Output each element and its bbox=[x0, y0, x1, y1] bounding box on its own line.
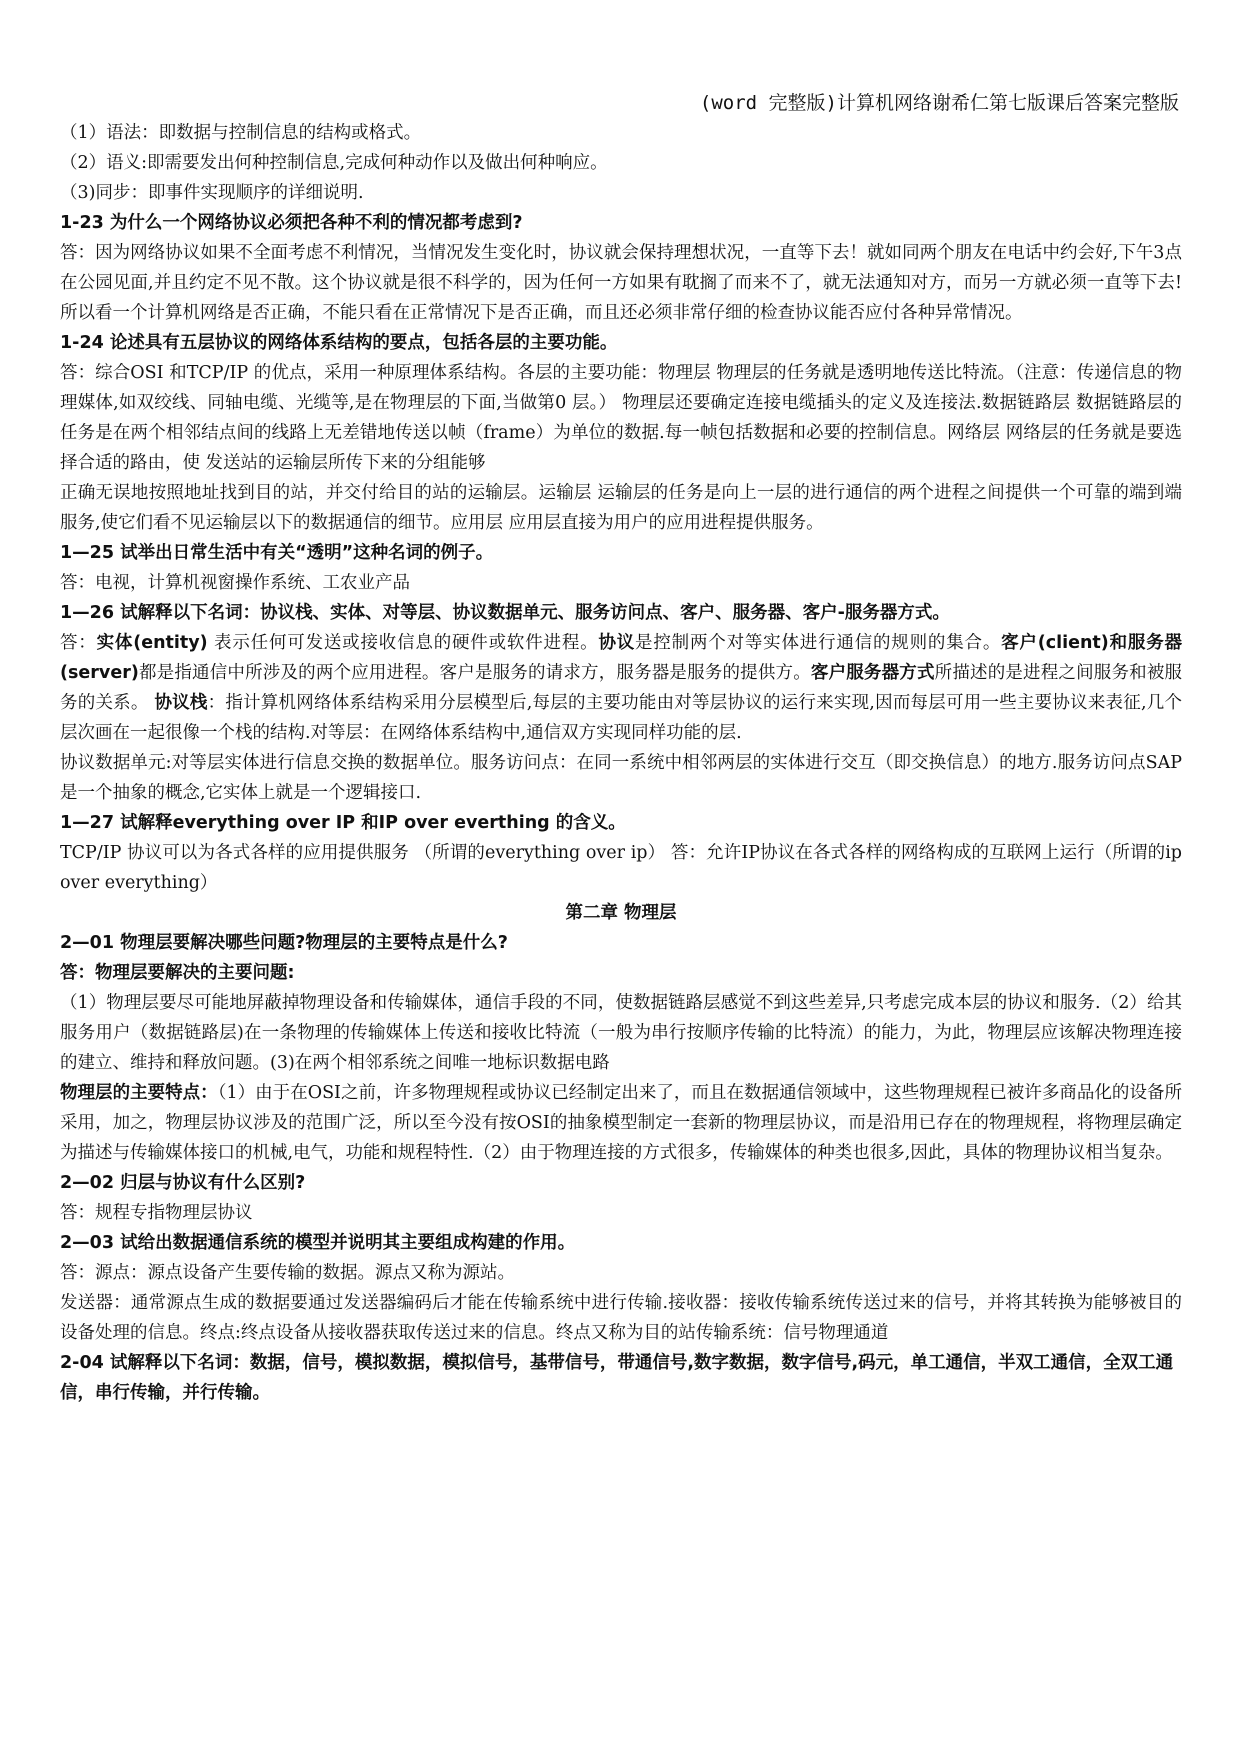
term-protocol-stack: 协议栈 bbox=[154, 693, 208, 713]
question-1-26: 1—26 试解释以下名词：协议栈、实体、对等层、协议数据单元、服务访问点、客户、服务器、客户-服务器方式。 bbox=[60, 603, 950, 623]
answer-1-27: TCP/IP 协议可以为各式各样的应用提供服务 （所谓的everything over ip） 答：允许IP协议在各式各样的网络构成的互联网上运行（所谓的ip over everything） bbox=[60, 843, 1182, 893]
question-2-03: 2—03 试给出数据通信系统的模型并说明其主要组成构建的作用。 bbox=[60, 1233, 576, 1253]
text-protocol-stack: ：指计算机网络体系结构采用分层模型后,每层的主要功能由对等层协议的运行来实现,因而每层可用一些主要协议来表征,几个层次画在一起很像一个栈的结构.对等层：在网络体系结构中,通信双方实现同样功能的层. bbox=[60, 693, 1183, 743]
term-physical-features: 物理层的主要特点： bbox=[60, 1083, 218, 1103]
answer-1-24-part1: 答：综合OSI 和TCP/IP 的优点，采用一种原理体系结构。各层的主要功能：物理层 物理层的任务就是透明地传送比特流。（注意：传递信息的物理媒体,如双绞线、同轴电缆、光缆等,是在物理层的下面,当做第0 层。） 物理层还要确定连接电缆插头的定义及连接法.数据链路层 数据链路层的任务是在两个相邻结点间的线路上无差错地传送以帧（frame）为单位的数据.每一帧包括数据和必要的控制信息。网络层 网络层的任务就是要选择合适的路由，使 发送站的运输层所传下来的分组能够 bbox=[60, 363, 1182, 473]
answer-2-03-part2: 发送器：通常源点生成的数据要通过发送器编码后才能在传输系统中进行传输.接收器：接收传输系统传送过来的信号，并将其转换为能够被目的设备处理的信息。终点:终点设备从接收器获取传送过来的信息。终点又称为目的站传输系统：信号物理通道 bbox=[60, 1293, 1182, 1343]
answer-1-24-part2: 正确无误地按照地址找到目的站，并交付给目的站的运输层。运输层 运输层的任务是向上一层的进行通信的两个进程之间提供一个可靠的端到端服务,使它们看不见运输层以下的数据通信的细节。应用层 应用层直接为用户的应用进程提供服务。 bbox=[60, 483, 1182, 533]
answer-2-02: 答：规程专指物理层协议 bbox=[60, 1203, 253, 1223]
question-1-23: 1-23 为什么一个网络协议必须把各种不利的情况都考虑到? bbox=[60, 213, 523, 233]
question-2-02: 2—02 归层与协议有什么区别? bbox=[60, 1173, 306, 1193]
answer-2-01-subtitle: 答：物理层要解决的主要问题: bbox=[60, 963, 295, 983]
answer-2-01-features bbox=[60, 1078, 1182, 1168]
intro-line-2: （2）语义:即需要发出何种控制信息,完成何种动作以及做出何种响应。 bbox=[60, 153, 608, 173]
question-2-01: 2—01 物理层要解决哪些问题?物理层的主要特点是什么? bbox=[60, 933, 508, 953]
document-body bbox=[60, 118, 1182, 1408]
question-1-27: 1—27 试解释everything over IP 和IP over everthing 的含义。 bbox=[60, 813, 626, 833]
document-header: (word 完整版)计算机网络谢希仁第七版课后答案完整版 bbox=[699, 92, 1179, 114]
intro-line-1: （1）语法：即数据与控制信息的结构或格式。 bbox=[60, 123, 422, 143]
term-client-server: 客户(client)和服务器(server) bbox=[60, 633, 1183, 683]
question-1-24: 1-24 论述具有五层协议的网络体系结构的要点，包括各层的主要功能。 bbox=[60, 333, 618, 353]
question-1-25: 1—25 试举出日常生活中有关“透明”这种名词的例子。 bbox=[60, 543, 494, 563]
text-entity: 表示任何可发送或接收信息的硬件或软件进程。 bbox=[207, 633, 599, 653]
term-client-server-mode: 客户服务器方式 bbox=[810, 663, 935, 683]
answer-1-25: 答：电视，计算机视窗操作系统、工农业产品 bbox=[60, 573, 410, 593]
answer-1-26-part2: 协议数据单元:对等层实体进行信息交换的数据单位。服务访问点：在同一系统中相邻两层的实体进行交互（即交换信息）的地方.服务访问点SAP是一个抽象的概念,它实体上就是一个逻辑接口. bbox=[60, 753, 1182, 803]
term-entity: 实体(entity) bbox=[96, 633, 208, 653]
answer-2-03-part1: 答：源点：源点设备产生要传输的数据。源点又称为源站。 bbox=[60, 1263, 515, 1283]
term-protocol: 协议 bbox=[598, 633, 636, 653]
answer-2-01: （1）物理层要尽可能地屏蔽掉物理设备和传输媒体，通信手段的不同，使数据链路层感觉不到这些差异,只考虑完成本层的协议和服务.（2）给其服务用户（数据链路层)在一条物理的传输媒体上传送和接收比特流（一般为串行按顺序传输的比特流）的能力，为此，物理层应该解决物理连接的建立、维持和释放问题。(3)在两个相邻系统之间唯一地标识数据电路 bbox=[60, 993, 1182, 1073]
text-physical-features: （1）由于在OSI之前，许多物理规程或协议已经制定出来了，而且在数据通信领域中，这些物理规程已被许多商品化的设备所采用，加之，物理层协议涉及的范围广泛，所以至今没有按OSI的抽象模型制定一套新的物理层协议，而是沿用已存在的物理规程，将物理层确定为描述与传输媒体接口的机械,电气，功能和规程特性.（2）由于物理连接的方式很多，传输媒体的种类也很多,因此，具体的物理协议相当复杂。 bbox=[60, 1083, 1182, 1163]
chapter-title: 第二章 物理层 bbox=[565, 903, 677, 923]
text-client-server-mode: 所描述的是进程之间服务和被服务的关系。 bbox=[60, 663, 1183, 713]
answer-prefix: 答： bbox=[60, 633, 97, 653]
text-client-server: 都是指通信中所涉及的两个应用进程。客户是服务的请求方，服务器是服务的提供方。 bbox=[138, 663, 811, 683]
answer-1-26-part1 bbox=[60, 628, 1182, 748]
intro-line-3: （3)同步：即事件实现顺序的详细说明. bbox=[60, 183, 364, 203]
text-protocol: 是控制两个对等实体进行通信的规则的集合。 bbox=[635, 633, 1002, 653]
answer-1-23: 答：因为网络协议如果不全面考虑不利情况，当情况发生变化时，协议就会保持理想状况，一直等下去！就如同两个朋友在电话中约会好,下午3点在公园见面,并且约定不见不散。这个协议就是很不科学的，因为任何一方如果有耽搁了而来不了，就无法通知对方，而另一方就必须一直等下去!所以看一个计算机网络是否正确，不能只看在正常情况下是否正确，而且还必须非常仔细的检查协议能否应付各种异常情况。 bbox=[60, 243, 1182, 323]
question-2-04: 2-04 试解释以下名词：数据，信号，模拟数据，模拟信号，基带信号，带通信号,数字数据，数字信号,码元，单工通信，半双工通信，全双工通信，串行传输，并行传输。 bbox=[60, 1353, 1174, 1403]
